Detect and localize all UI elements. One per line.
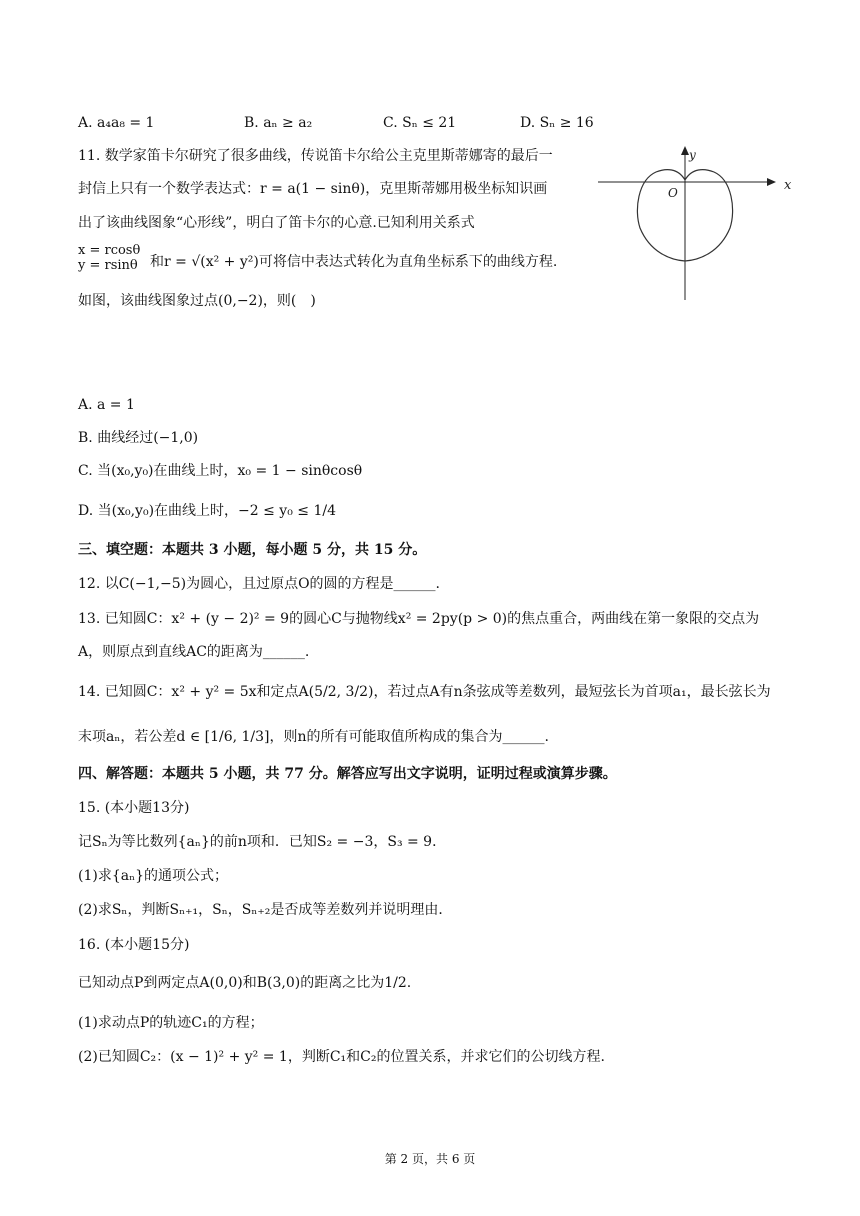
q15-stem: 记Sₙ为等比数列{aₙ}的前n项和．已知S₂ = −3，S₃ = 9． [78,834,447,850]
y-axis-arrow [681,146,689,155]
q11-line-1: 11. 数学家笛卡尔研究了很多曲线，传说笛卡尔给公主克里斯蒂娜寄的最后一 [78,148,553,164]
x-axis-arrow [767,178,776,186]
q11-option-c: C. 当(x₀,y₀)在曲线上时，x₀ = 1 − sinθcosθ [78,463,363,479]
q11-line-4: 和r = √(x² + y²)可将信中表达式转化为直角坐标系下的曲线方程. [150,254,558,270]
q10-option-d: D. Sₙ ≥ 16 [520,115,594,131]
q16-part-2: (2)已知圆C₂：(x − 1)² + y² = 1，判断C₁和C₂的位置关系，并求它们的公切线方程. [78,1049,605,1065]
y-axis-label: y [689,148,696,162]
q11-system-bottom: y = rsinθ [78,258,138,273]
x-axis-label: x [784,178,792,193]
q15-part-1: (1)求{aₙ}的通项公式； [78,868,229,884]
q11-option-d: D. 当(x₀,y₀)在曲线上时，−2 ≤ y₀ ≤ 1/4 [78,503,336,519]
q12-text: 12. 以C(−1,−5)为圆心，且过原点O的圆的方程是______. [78,576,441,592]
q13-line-2: A，则原点到直线AC的距离为______. [78,644,310,660]
q10-option-b: B. aₙ ≥ a₂ [244,115,313,131]
q14-line-1: 14. 已知圆C：x² + y² = 5x和定点A(5/2, 3/2)，若过点A有n条弦成等差数列，最短弦长为首项a₁，最长弦长为 [78,684,771,700]
section-4-heading: 四、解答题：本题共 5 小题，共 77 分。解答应写出文字说明，证明过程或演算步骤。 [78,766,617,782]
q11-line-2: 封信上只有一个数学表达式：r = a(1 − sinθ)，克里斯蒂娜用极坐标知识画 [78,181,548,197]
section-3-heading: 三、填空题：本题共 3 小题，每小题 5 分，共 15 分。 [78,542,427,558]
q13-line-1: 13. 已知圆C：x² + (y − 2)² = 9的圆心C与抛物线x² = 2py(p > 0)的焦点重合，两曲线在第一象限的交点为 [78,611,760,627]
q10-option-a: A. a₄a₈ = 1 [78,115,155,131]
q11-line-5: 如图，该曲线图象过点(0,−2)，则( ) [78,293,316,309]
page-footer: 第 2 页，共 6 页 [384,1152,476,1166]
cardioid-figure [598,140,798,305]
q11-option-b: B. 曲线经过(−1,0) [78,430,199,446]
q15-part-2: (2)求Sₙ，判断Sₙ₊₁，Sₙ，Sₙ₊₂是否成等差数列并说明理由． [78,902,453,918]
origin-label: O [668,186,678,200]
q16-title: 16. (本小题15分) [78,937,190,953]
q11-option-a: A. a = 1 [78,397,135,413]
q16-part-1: (1)求动点P的轨迹C₁的方程； [78,1015,264,1031]
q11-equation-system [78,243,140,273]
q11-line-3: 出了该曲线图象“心形线”，明白了笛卡尔的心意.已知利用关系式 [78,215,475,231]
q14-line-2: 末项aₙ，若公差d ∈ [1/6, 1/3]，则n的所有可能取值所构成的集合为______. [78,729,549,745]
q11-system-top: x = rcosθ [78,243,141,258]
q15-title: 15. (本小题13分) [78,800,190,816]
q10-option-c: C. Sₙ ≤ 21 [383,115,457,131]
q16-stem: 已知动点P到两定点A(0,0)和B(3,0)的距离之比为1/2. [78,975,412,991]
